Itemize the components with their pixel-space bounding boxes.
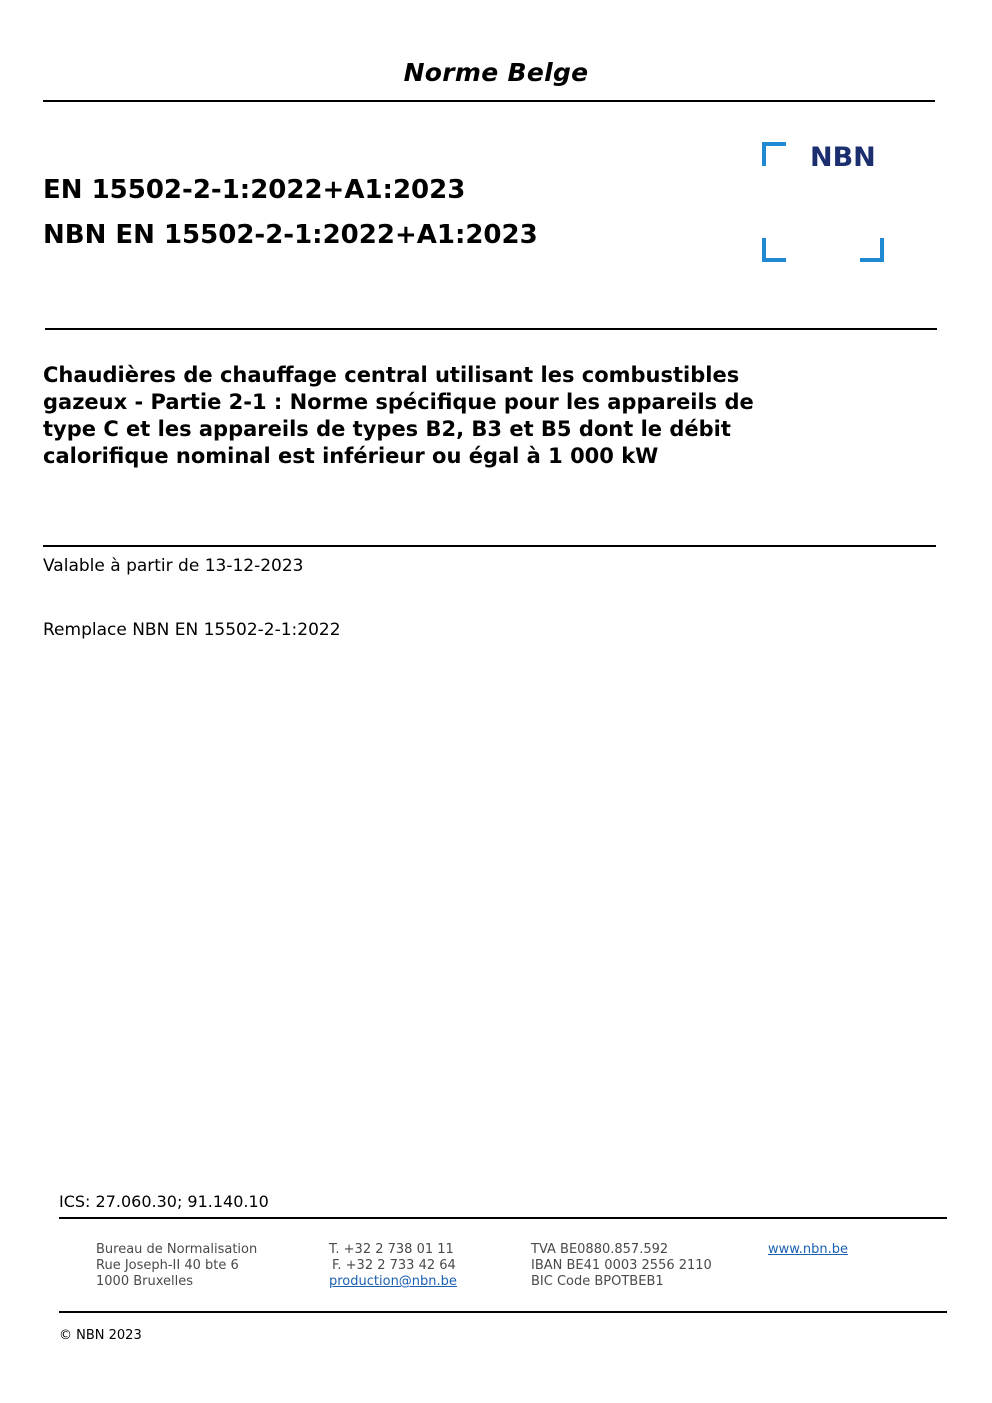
copyright-notice: © NBN 2023 xyxy=(59,1328,142,1343)
page-header-title: Norme Belge xyxy=(403,58,589,87)
title-line-3: type C et les appareils de types B2, B3 et B5 dont le débit xyxy=(43,417,731,441)
replaces-note: Remplace NBN EN 15502-2-1:2022 xyxy=(43,620,341,640)
logo-text: NBN xyxy=(810,142,876,173)
standard-code-nbn: NBN EN 15502-2-1:2022+A1:2023 xyxy=(43,220,538,250)
iban-number: IBAN BE41 0003 2556 2110 xyxy=(531,1258,712,1273)
footer-web xyxy=(768,1242,848,1258)
footer-banking xyxy=(531,1242,712,1290)
logo-bracket-bottom-right xyxy=(860,238,882,260)
footer-bottom-divider xyxy=(59,1311,947,1313)
website-link[interactable]: www.nbn.be xyxy=(768,1242,848,1257)
footer-contact xyxy=(329,1242,457,1290)
header-divider xyxy=(43,100,935,102)
validity-date: Valable à partir de 13-12-2023 xyxy=(43,556,304,576)
logo-bracket-bottom-left xyxy=(764,238,786,260)
ics-codes: ICS: 27.060.30; 91.140.10 xyxy=(59,1192,269,1211)
title-line-4: calorifique nominal est inférieur ou égal à 1 000 kW xyxy=(43,444,659,468)
nbn-logo xyxy=(762,142,884,262)
document-title xyxy=(43,362,863,470)
address-line-2: Rue Joseph-II 40 bte 6 xyxy=(96,1258,239,1273)
title-top-divider xyxy=(45,328,937,330)
address-line-3: 1000 Bruxelles xyxy=(96,1274,194,1289)
standard-code-en: EN 15502-2-1:2022+A1:2023 xyxy=(43,175,466,205)
footer-address xyxy=(96,1242,257,1290)
tva-number: TVA BE0880.857.592 xyxy=(531,1242,669,1257)
title-line-2: gazeux - Partie 2-1 : Norme spécifique pour les appareils de xyxy=(43,390,754,414)
address-line-1: Bureau de Normalisation xyxy=(96,1242,258,1257)
email-link[interactable]: production@nbn.be xyxy=(329,1274,457,1289)
phone-number: T. +32 2 738 01 11 xyxy=(329,1242,454,1257)
bic-code: BIC Code BPOTBEB1 xyxy=(531,1274,664,1289)
logo-bracket-top-left xyxy=(764,144,786,166)
footer-top-divider xyxy=(59,1217,947,1219)
fax-number: F. +32 2 733 42 64 xyxy=(332,1258,456,1273)
title-bottom-divider xyxy=(43,545,936,547)
title-line-1: Chaudières de chauffage central utilisant les combustibles xyxy=(43,363,740,387)
